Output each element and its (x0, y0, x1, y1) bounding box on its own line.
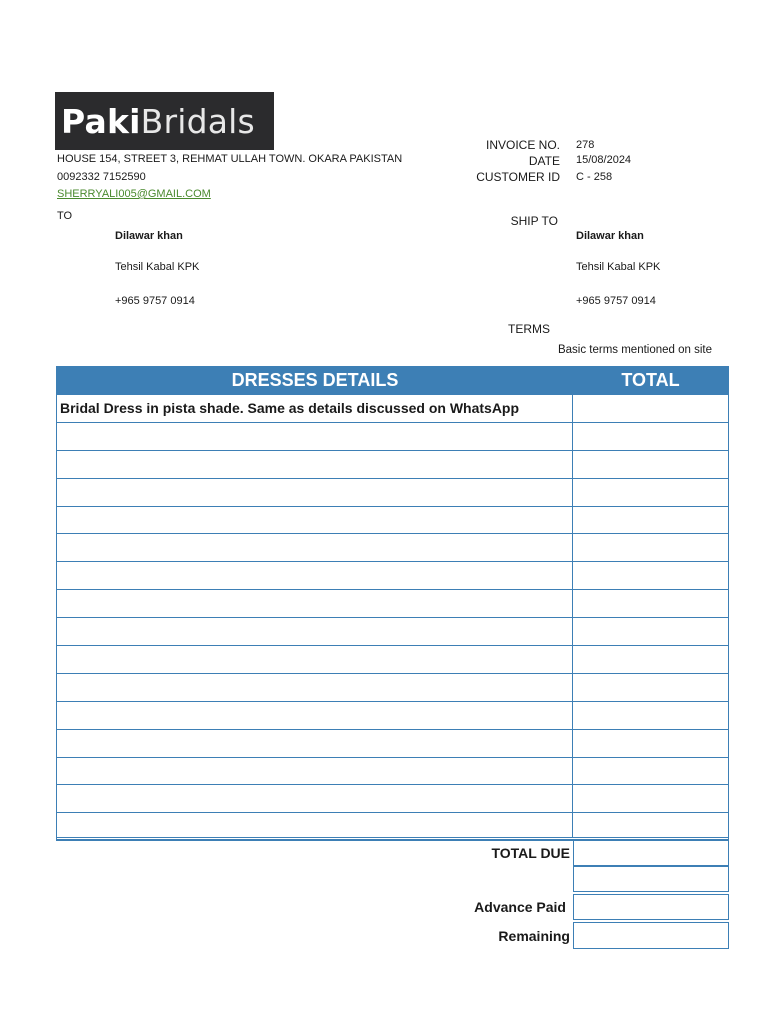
row-details-cell[interactable] (57, 674, 573, 701)
ship-to-name: Dilawar khan (576, 230, 644, 242)
table-body (57, 394, 728, 840)
header-details: DRESSES DETAILS (231, 370, 399, 390)
table-row (57, 701, 728, 729)
invoice-date-label: DATE (528, 154, 560, 168)
company-address: HOUSE 154, STREET 3, REHMAT ULLAH TOWN. OKARA PAKISTAN (57, 153, 403, 165)
row-total-cell[interactable] (573, 674, 728, 701)
row-details-cell[interactable] (57, 785, 573, 812)
table-row (57, 589, 728, 617)
row-total-cell[interactable] (573, 395, 728, 422)
row-total-cell[interactable] (573, 479, 728, 506)
row-details-cell[interactable] (57, 618, 573, 645)
row-details-cell[interactable] (57, 562, 573, 589)
bill-to-address: Tehsil Kabal KPK (115, 261, 200, 273)
customer-id-label: CUSTOMER ID (476, 170, 560, 184)
row-total-cell[interactable] (573, 451, 728, 478)
ship-to-label: SHIP TO (510, 214, 558, 228)
remaining-label: Remaining (498, 928, 570, 944)
row-details-cell[interactable] (57, 451, 573, 478)
company-phone: 0092332 7152590 (57, 171, 146, 183)
row-total-cell[interactable] (573, 758, 728, 785)
row-details-cell[interactable] (57, 479, 573, 506)
row-details-cell[interactable]: Bridal Dress in pista shade. Same as details discussed on WhatsApp (57, 395, 573, 422)
row-details-cell[interactable] (57, 534, 573, 561)
row-details-cell[interactable] (57, 758, 573, 785)
bill-to-label: TO (57, 210, 73, 222)
total-due-label: TOTAL DUE (491, 845, 570, 861)
table-row (57, 478, 728, 506)
table-row (57, 394, 728, 422)
total-due-extra-field[interactable] (573, 866, 729, 892)
advance-paid-field[interactable] (573, 894, 729, 920)
row-total-cell[interactable] (573, 618, 728, 645)
customer-id: C - 258 (576, 171, 613, 183)
row-total-cell[interactable] (573, 423, 728, 450)
table-row (57, 784, 728, 812)
table-header (57, 367, 728, 394)
table-row (57, 533, 728, 561)
row-total-cell[interactable] (573, 646, 728, 673)
table-row (57, 506, 728, 534)
table-row (57, 812, 728, 840)
invoice-number-label: INVOICE NO. (485, 138, 560, 152)
header-total: TOTAL (621, 370, 680, 390)
company-email[interactable]: SHERRYALI005@GMAIL.COM (57, 188, 211, 200)
row-details-cell[interactable] (57, 423, 573, 450)
row-details-cell[interactable] (57, 813, 573, 837)
bill-to-name: Dilawar khan (115, 230, 183, 242)
ship-to-phone: +965 9757 0914 (576, 295, 656, 307)
table-row (57, 422, 728, 450)
bill-to-phone: +965 9757 0914 (115, 295, 195, 307)
row-total-cell[interactable] (573, 562, 728, 589)
remaining-field[interactable] (573, 922, 729, 949)
row-total-cell[interactable] (573, 702, 728, 729)
row-total-cell[interactable] (573, 785, 728, 812)
table-row (57, 729, 728, 757)
logo-light-text: Bridals (140, 101, 255, 141)
terms-text: Basic terms mentioned on site (557, 344, 712, 356)
row-details-cell[interactable] (57, 590, 573, 617)
dress-details-table (56, 366, 729, 841)
advance-paid-label: Advance Paid (474, 899, 566, 915)
table-row (57, 673, 728, 701)
ship-to-address: Tehsil Kabal KPK (576, 261, 661, 273)
table-row (57, 757, 728, 785)
row-details-cell[interactable] (57, 646, 573, 673)
table-row (57, 617, 728, 645)
terms-label: TERMS (508, 322, 550, 336)
row-total-cell[interactable] (573, 507, 728, 534)
row-total-cell[interactable] (573, 534, 728, 561)
row-total-cell[interactable] (573, 730, 728, 757)
table-row (57, 450, 728, 478)
row-details-cell[interactable] (57, 730, 573, 757)
invoice-date: 15/08/2024 (576, 154, 632, 166)
invoice-number: 278 (576, 139, 595, 151)
table-row (57, 645, 728, 673)
table-row (57, 561, 728, 589)
row-total-cell[interactable] (573, 590, 728, 617)
row-details-cell[interactable] (57, 507, 573, 534)
row-total-cell[interactable] (573, 813, 728, 837)
row-details-cell[interactable] (57, 702, 573, 729)
total-due-field[interactable] (573, 839, 729, 866)
company-logo (55, 92, 274, 150)
logo-bold-text: Paki (61, 101, 141, 141)
